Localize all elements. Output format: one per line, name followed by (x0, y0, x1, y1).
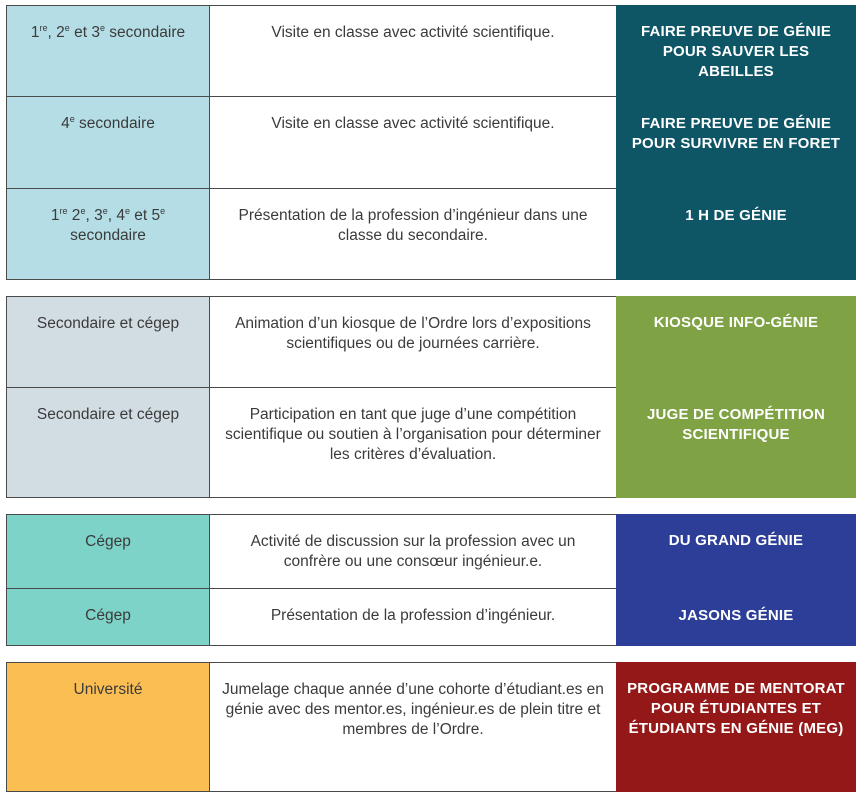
description-cell: Présentation de la profession d’ingénieur. (210, 589, 616, 646)
level-cell: 4e secondaire (6, 97, 210, 189)
table-group-universite (6, 662, 856, 792)
level-cell: 1re, 2e et 3e secondaire (6, 5, 210, 97)
description-cell: Participation en tant que juge d’une compétition scientifique ou soutien à l’organisation pour déterminer les critères d’évaluation. (210, 388, 616, 498)
table-row (6, 388, 856, 498)
description-cell: Visite en classe avec activité scientifique. (210, 5, 616, 97)
description-cell: Visite en classe avec activité scientifique. (210, 97, 616, 189)
table-row (6, 662, 856, 792)
level-cell: 1re 2e, 3e, 4e et 5e secondaire (6, 189, 210, 280)
table-group-secondaire (6, 5, 856, 280)
level-cell: Cégep (6, 589, 210, 646)
table-row (6, 514, 856, 589)
table-row (6, 5, 856, 97)
level-cell: Université (6, 662, 210, 792)
description-cell: Activité de discussion sur la profession avec un confrère ou une consœur ingénieur.e. (210, 514, 616, 589)
description-cell: Présentation de la profession d’ingénieur dans une classe du secondaire. (210, 189, 616, 280)
program-name-cell: KIOSQUE INFO-GÉNIE (616, 296, 856, 388)
table-row (6, 296, 856, 388)
program-name-cell: DU GRAND GÉNIE (616, 514, 856, 589)
table-row (6, 589, 856, 646)
program-name-cell: FAIRE PREUVE DE GÉNIE POUR SAUVER LES ABEILLES (616, 5, 856, 97)
program-name-cell: 1 H DE GÉNIE (616, 189, 856, 280)
program-name-cell: JASONS GÉNIE (616, 589, 856, 646)
table-group-cegep (6, 514, 856, 646)
level-cell: Secondaire et cégep (6, 296, 210, 388)
table-group-secondaire-cegep (6, 296, 856, 498)
program-name-cell: JUGE DE COMPÉTITION SCIENTIFIQUE (616, 388, 856, 498)
level-cell: Secondaire et cégep (6, 388, 210, 498)
table-row (6, 97, 856, 189)
description-cell: Animation d’un kiosque de l’Ordre lors d’expositions scientifiques ou de journées carrière. (210, 296, 616, 388)
description-cell: Jumelage chaque année d’une cohorte d’étudiant.es en génie avec des mentor.es, ingénieur.es de plein titre et membres de l’Ordre. (210, 662, 616, 792)
level-cell: Cégep (6, 514, 210, 589)
program-name-cell: FAIRE PREUVE DE GÉNIE POUR SURVIVRE EN FORET (616, 97, 856, 189)
table-row (6, 189, 856, 280)
program-name-cell: PROGRAMME DE MENTORAT POUR ÉTUDIANTES ET ÉTUDIANTS EN GÉNIE (MEG) (616, 662, 856, 792)
